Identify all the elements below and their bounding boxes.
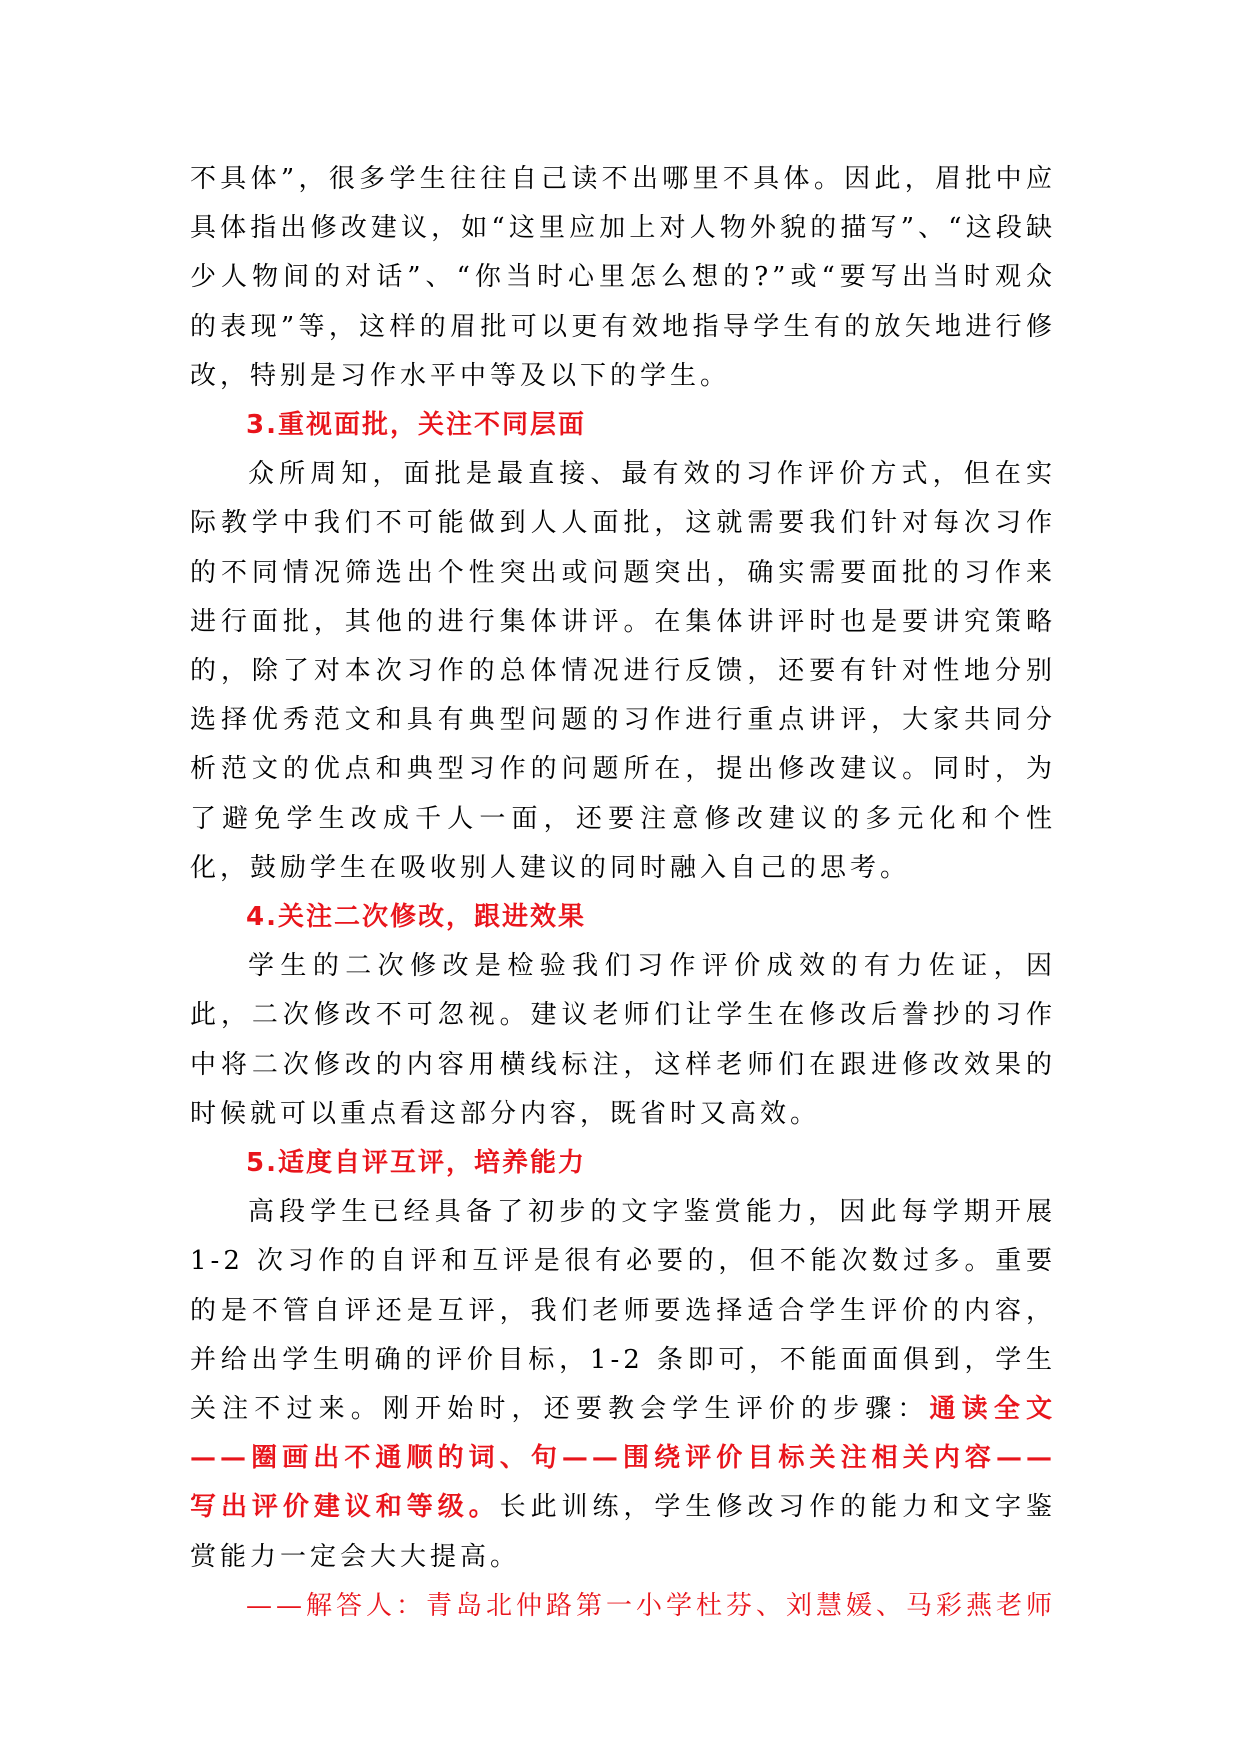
signature-line: ——解答人：青岛北仲路第一小学杜芬、刘慧媛、马彩燕老师 bbox=[245, 1590, 1056, 1621]
heading-3: 3.重视面批，关注不同层面 bbox=[246, 410, 586, 441]
paragraph-3: 众所周知，面批是最直接、最有效的习作评价方式，但在实际教学中我们不可能做到人人面批，这就需要我们针对每次习作的不同情况筛选出个性突出或问题突出，确实需要面批的习作来进行面批，其他的进行集体讲评。在集体讲评时也是要讲究策略的，除了对本次习作的总体情况进行反馈，还要有针对性地分别选择优秀范文和具有典型问题的习作进行重点讲评，大家共同分析范文的优点和典型习作的问题所在，提出修改建议。同时，为了避免学生改成千人一面，还要注意修改建议的多元化和个性化，鼓励学生在吸收别人建议的同时融入自己的思考。 bbox=[190, 459, 1056, 883]
heading-4: 4.关注二次修改，跟进效果 bbox=[246, 902, 586, 933]
paragraph-5-text-a: 高段学生已经具备了初步的文字鉴赏能力，因此每学期开展 1-2 次习作的自评和互评是很有必要的，但不能次数过多。重要的是不管自评还是互评，我们老师要选择适合学生评价的内容，并给出学生明确的评价目标，1-2 条即可，不能面面俱到，学生关注不过来。刚开始时，还要教会学生评价的步骤： bbox=[190, 1197, 1056, 1425]
evaluation-steps-highlight: 通读全文——圈画出不通顺的词、句——围绕评价目标关注相关内容——写出评价建议和等级。 bbox=[190, 1394, 1056, 1523]
paragraph-5-text-c: 长此训练，学生修改习作的能力和文字鉴赏能力一定会大大提高。 bbox=[190, 1492, 1056, 1572]
paragraph-5 bbox=[190, 1188, 1056, 1582]
heading-5: 5.适度自评互评，培养能力 bbox=[246, 1148, 586, 1179]
paragraph-intro: 不具体”，很多学生往往自己读不出哪里不具体。因此，眉批中应具体指出修改建议，如“这里应加上对人物外貌的描写”、“这段缺少人物间的对话”、“你当时心里怎么想的?”或“要写出当时观众的表现”等，这样的眉批可以更有效地指导学生有的放矢地进行修改，特别是习作水平中等及以下的学生。 bbox=[190, 164, 1056, 391]
paragraph-4: 学生的二次修改是检验我们习作评价成效的有力佐证，因此，二次修改不可忽视。建议老师们让学生在修改后誊抄的习作中将二次修改的内容用横线标注，这样老师们在跟进修改效果的时候就可以重点看这部分内容，既省时又高效。 bbox=[190, 951, 1056, 1129]
